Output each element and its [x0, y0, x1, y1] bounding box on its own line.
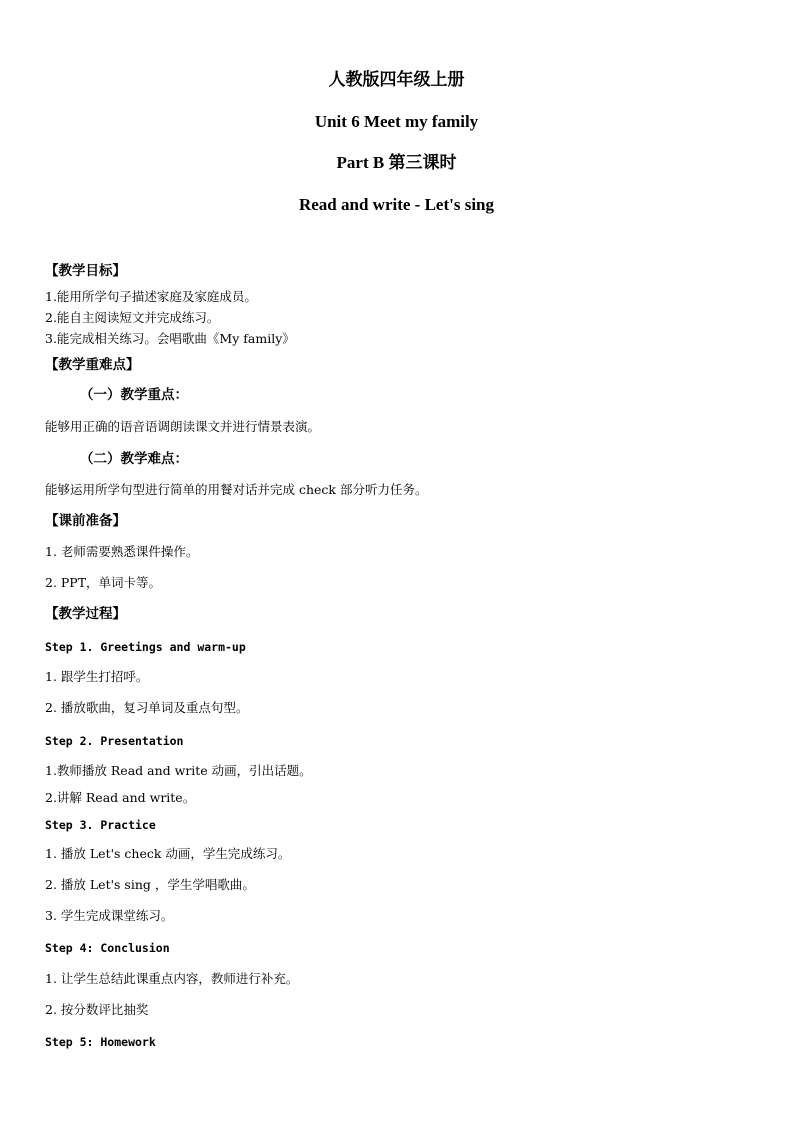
difficulty-text: 能够运用所学句型进行简单的用餐对话并完成 check 部分听力任务。	[45, 482, 428, 497]
step-title: Step 5: Homework	[45, 1035, 156, 1049]
process-heading: 【教学过程】	[45, 606, 126, 622]
unit-title: Unit 6 Meet my family	[314, 112, 479, 131]
step-title: Step 1. Greetings and warm-up	[45, 640, 246, 654]
part-title: Part B 第三课时	[336, 153, 457, 172]
step-item: 2. 播放 Let's sing ，学生学唱歌曲。	[45, 877, 255, 892]
step-title: Step 2. Presentation	[45, 734, 184, 748]
step-item: 2. 播放歌曲，复习单词及重点句型。	[45, 700, 249, 715]
focus-label: （一）教学重点：	[80, 387, 188, 403]
preparation-item: 1. 老师需要熟悉课件操作。	[45, 544, 199, 559]
step-item: 1. 播放 Let's check 动画，学生完成练习。	[45, 846, 291, 861]
document-title: 人教版四年级上册	[328, 70, 465, 89]
objective-item: 2.能自主阅读短文并完成练习。	[45, 310, 220, 325]
difficulty-label: （二）教学难点：	[80, 451, 188, 467]
objective-item: 3.能完成相关练习。会唱歌曲《My family》	[45, 331, 295, 346]
step-title: Step 3. Practice	[45, 818, 156, 832]
step-item: 2.讲解 Read and write。	[45, 790, 196, 805]
step-item: 1. 跟学生打招呼。	[45, 669, 149, 684]
key-points-heading: 【教学重难点】	[45, 357, 140, 373]
step-item: 2. 按分数评比抽奖	[45, 1002, 149, 1017]
objective-item: 1.能用所学句子描述家庭及家庭成员。	[45, 289, 257, 304]
preparation-heading: 【课前准备】	[45, 513, 126, 529]
focus-text: 能够用正确的语音语调朗读课文并进行情景表演。	[45, 419, 321, 434]
step-item: 3. 学生完成课堂练习。	[45, 908, 174, 923]
lesson-title: Read and write - Let's sing	[298, 195, 495, 214]
step-item: 1.教师播放 Read and write 动画，引出话题。	[45, 763, 312, 778]
step-title: Step 4: Conclusion	[45, 941, 170, 955]
step-item: 1. 让学生总结此课重点内容，教师进行补充。	[45, 971, 299, 986]
objectives-heading: 【教学目标】	[45, 263, 126, 279]
preparation-item: 2. PPT，单词卡等。	[45, 575, 162, 590]
